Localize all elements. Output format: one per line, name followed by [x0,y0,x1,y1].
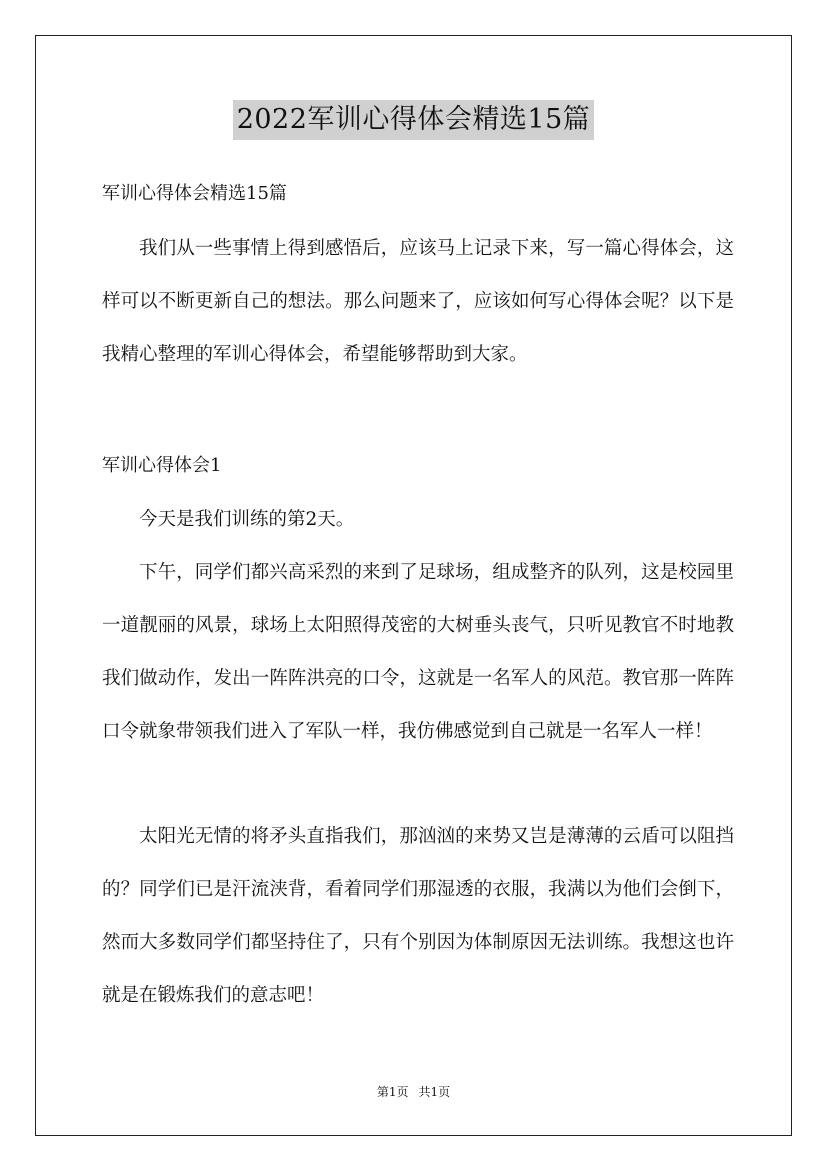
document-title: 2022军训心得体会精选15篇 [233,100,595,140]
section-heading: 军训心得体会1 [102,455,222,476]
title-container [0,100,827,140]
body-paragraph: 太阳光无情的将矛头直指我们，那汹汹的来势又岂是薄薄的云盾可以阻挡的？同学们已是汗流浃背，看着同学们那湿透的衣服，我满以为他们会倒下，然而大多数同学们都坚持住了，只有个别因为体制原因无法训练。我想这也许就是在锻炼我们的意志吧！ [102,826,734,1006]
body-paragraph: 下午，同学们都兴高采烈的来到了足球场，组成整齐的队列，这是校园里一道靓丽的风景，球场上太阳照得茂密的大树垂头丧气，只听见教官不时地教我们做动作，发出一阵阵洪亮的口令，这就是一名军人的风范。教官那一阵阵口令就象带领我们进入了军队一样，我仿佛感觉到自己就是一名军人一样！ [102,562,734,742]
page-total: 共1页 [418,1085,451,1099]
body-paragraph: 今天是我们训练的第2天。 [139,509,355,530]
page-footer [0,1083,827,1101]
page-number: 第1页 [376,1085,409,1099]
document-subtitle: 军训心得体会精选15篇 [102,183,287,204]
intro-paragraph: 我们从一些事情上得到感悟后，应该马上记录下来，写一篇心得体会，这样可以不断更新自己的想法。那么问题来了，应该如何写心得体会呢？以下是我精心整理的军训心得体会，希望能够帮助到大家。 [102,238,734,365]
